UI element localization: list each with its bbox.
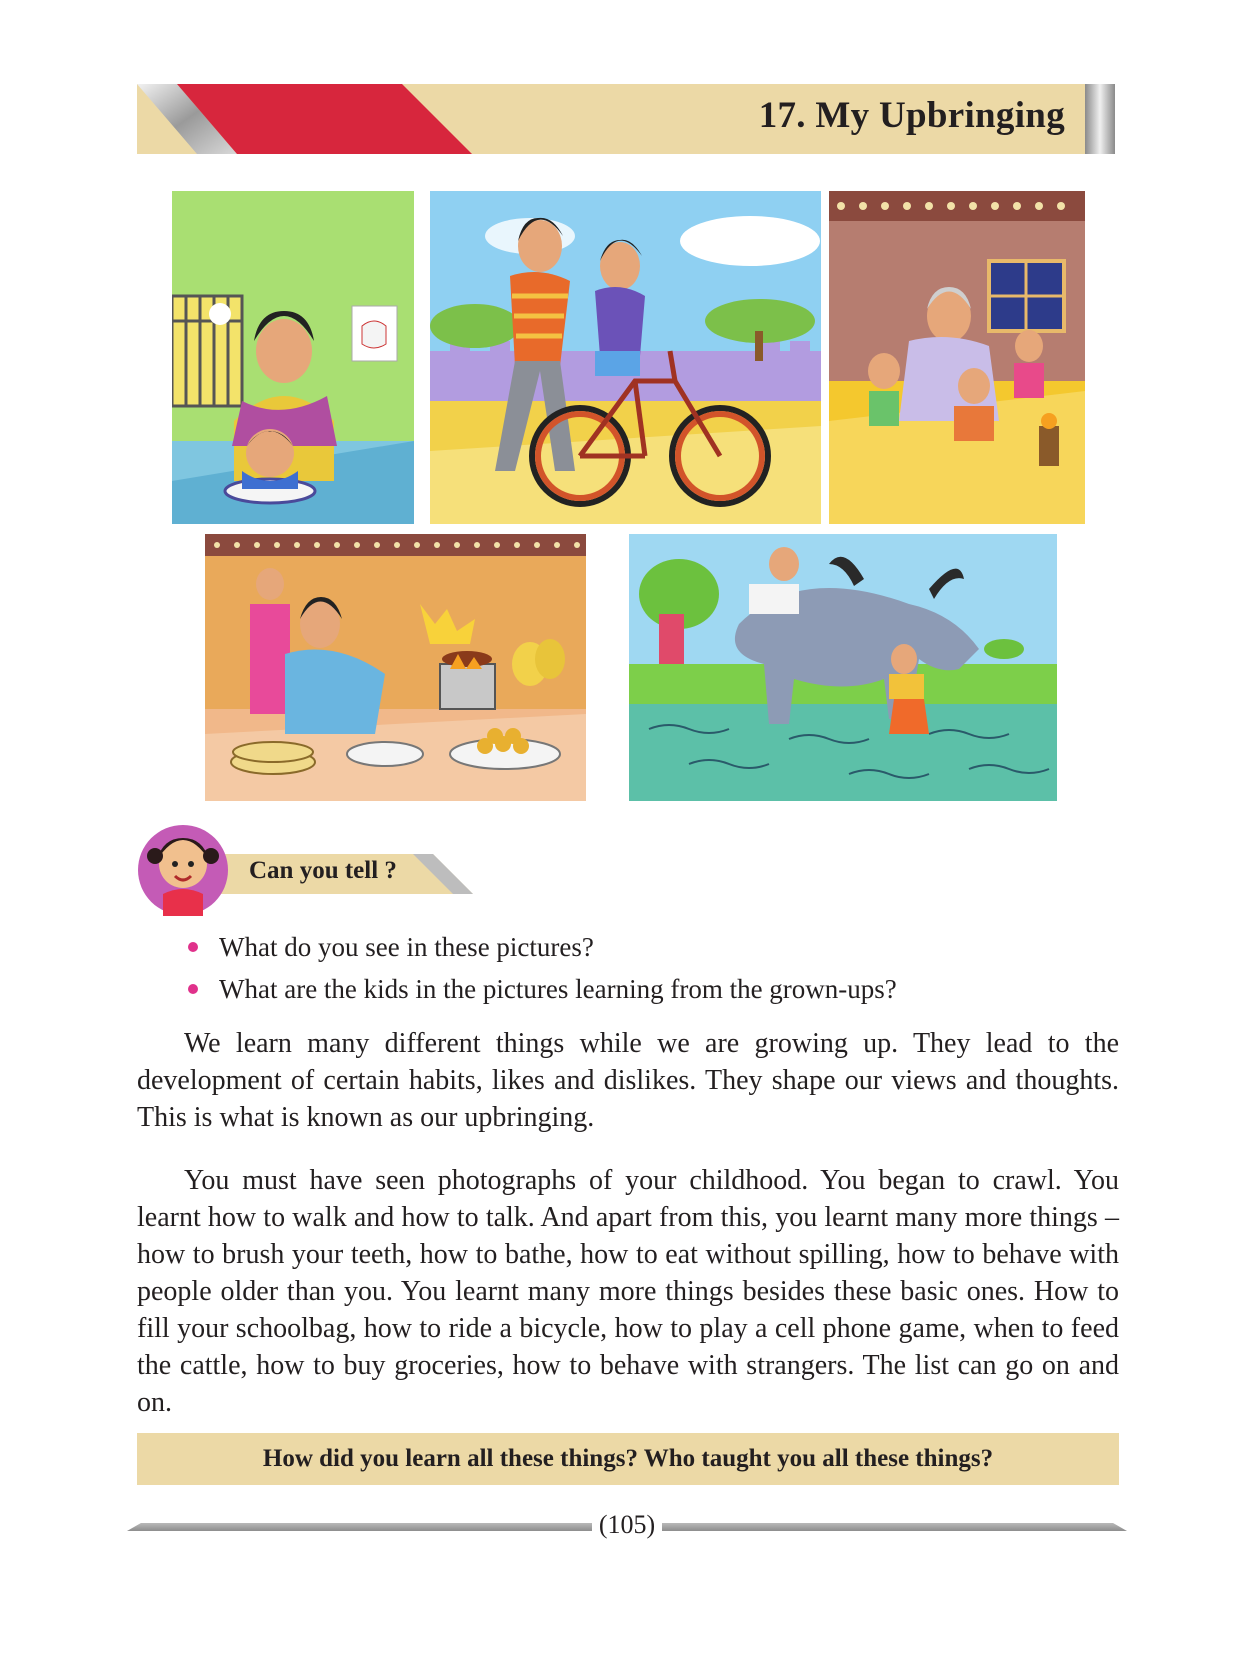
can-you-tell-heading (137, 824, 467, 916)
question-list (183, 926, 897, 1010)
chapter-title: 17. My Upbringing (758, 95, 1065, 136)
mother-brushing-teeth-illustration (172, 191, 414, 524)
chapter-header (137, 84, 1115, 154)
question-box-text: How did you learn all these things? Who taught you all these things? (262, 1445, 994, 1472)
grandmother-storytelling-illustration (829, 191, 1085, 524)
question-box (137, 1433, 1119, 1485)
can-you-tell-label: Can you tell ? (249, 857, 397, 884)
bullet-icon (188, 984, 198, 994)
question-text: What do you see in these pictures? (219, 932, 594, 962)
page-number: (105) (598, 1510, 656, 1539)
question-text: What are the kids in the pictures learning from the grown-ups? (219, 974, 897, 1004)
father-teaching-cycling-illustration (430, 191, 821, 524)
page-footer (127, 1510, 1127, 1546)
bullet-icon (188, 942, 198, 952)
girl-avatar-icon (137, 824, 229, 916)
list-item (183, 926, 897, 968)
list-item (183, 968, 897, 1010)
paragraph-childhood-learning: You must have seen photographs of your childhood. You began to crawl. You learnt how to walk and how to talk. And apart from this, you learnt many more things – how to brush your teeth, how to bathe, how to eat without spilling, how to behave with people older than you. You learnt many more things besides these basic ones. How to fill your schoolbag, how to ride a bicycle, how to play a cell phone game, when to feed the cattle, how to buy groceries, how to behave with strangers. The list can go on and on. (137, 1165, 1119, 1418)
woman-cooking-illustration (205, 534, 586, 801)
washing-buffalo-illustration (629, 534, 1057, 801)
paragraph-upbringing-definition: We learn many different things while we are growing up. They lead to the development of certain habits, likes and dislikes. They shape our views and thoughts. This is what is known as our upbringing. (137, 1028, 1119, 1133)
